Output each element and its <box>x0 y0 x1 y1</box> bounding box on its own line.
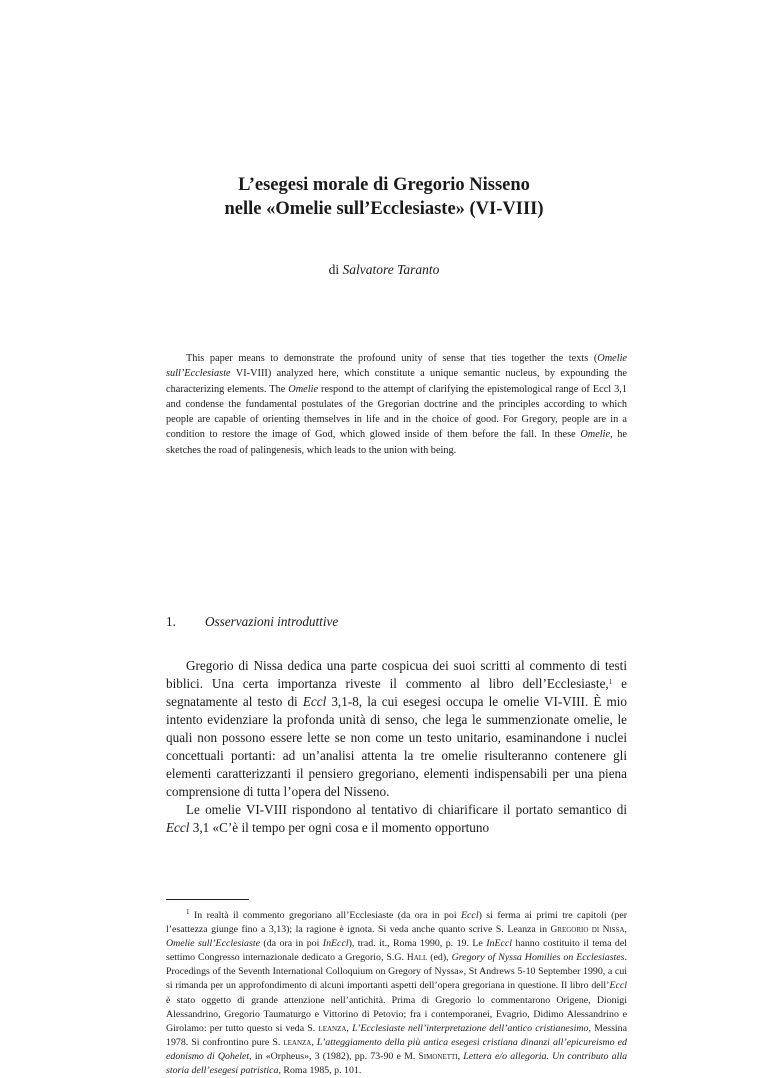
author-name: Salvatore Taranto <box>342 262 440 277</box>
footnote-1: $^1$ In realtà il commento gregoriano all’Ecclesiaste (da ora in poi Eccl) si ferma ai primi tre capitoli (per l’esattezza giunge fino a 3,13); la ragione è ignota. Si veda anche quanto scrive S. Leanza in Gregorio di Nissa, Omelie sull’Ecclesiaste (da ora in poi InEccl), trad. it., Roma 1990, p. 19. Le InEccl hanno costituito il tema del settimo Congresso internazionale dedicato a Gregorio, S.G. Hall (ed), Gregory of Nyssa Homilies on Ecclesiastes. Procedings of the Seventh International Colloquium on Gregory of Nyssa», St Andrews 5-10 September 1990, a cui si rimanda per un approfondimento di alcuni importanti aspetti dell’opera gregoriana in questione. Il libro dell’Eccl è stato oggetto di grande attenzione nell’antichità. Prima di Gregorio lo commentarono Origene, Dionigi Alessandrino, Gregorio Taumaturgo e Vittorino di Petovio; fra i contemporanei, Evagrio, Didimo Alessandrino e Girolamo: per tutto questo si veda S. leanza, L’Ecclesiaste nell’interpretazione dell’antico cristianesimo, Messina 1978. Si confrontino pure S. leanza, L’atteggiamento della più antica esegesi cristiana dinanzi all’epicureismo ed edonismo di Qohelet, in «Orpheus», 3 (1982), pp. 73-90 e M. Simonetti, Lettera e/o allegoria. Un contributo alla storia dell’esegesi patristica, Roma 1985, p. 101. <box>166 908 628 1077</box>
footnote-marker: 1 <box>186 908 190 916</box>
body-text <box>166 657 627 837</box>
body-paragraph-2: Le omelie VI-VIII rispondono al tentativo di chiarificare il portato semantico di Eccl 3,1 «C’è il tempo per ogni cosa e il momento opportuno <box>166 802 627 835</box>
author-byline <box>0 262 768 278</box>
footnote-divider <box>166 899 249 900</box>
body-paragraph-1: Gregorio di Nissa dedica una parte cospicua dei suoi scritti al commento di testi biblici. Una certa importanza riveste il commento al libro dell’Ecclesiaste,$^1$ e segnatamente al testo di Eccl 3,1-8, la cui esegesi occupa le omelie VI-VIII. È mio intento evidenziare la profonda unità di senso, che lega le summenzionate omelie, le quali non possono essere lette se non come un testo unitario, esaminandone i nuclei concettuali portanti: ad un’analisi attenta la tre omelie risulteranno contenere gli elementi caratterizzanti il pensiero gregoriano, elementi indispensabili per una piena comprensione di tutta l’opera del Nisseno. <box>166 658 628 799</box>
author-prefix: di <box>328 262 340 277</box>
abstract <box>166 351 627 458</box>
section-title: Osservazioni introduttive <box>205 614 339 629</box>
abstract-paragraph: This paper means to demonstrate the profound unity of sense that ties together the texts (Omelie sull’Ecclesiaste VI-VIII) analyzed here, which constitute a unique semantic nucleus, by expounding the characterizing elements. The Omelie respond to the attempt of clarifying the epistemological range of Eccl 3,1 and condense the fundamental postulates of the Gregorian doctrine and the principles according to which people are capable of orienting themselves in life and in the choice of good. For Gregory, people are in a condition to restore the image of God, which glowed inside of them before the fall. In these Omelie, he sketches the road of palingenesis, which leads to the union with being. <box>166 353 628 456</box>
article-title-line-2: nelle «Omelie sull’Ecclesiaste» (VI-VIII) <box>224 199 544 219</box>
footnote-reference[interactable]: 1 <box>608 678 613 686</box>
section-number: 1. <box>166 614 176 629</box>
section-heading <box>166 614 338 630</box>
article-title <box>0 173 768 221</box>
article-title-line-1: L’esegesi morale di Gregorio Nisseno <box>238 175 530 195</box>
